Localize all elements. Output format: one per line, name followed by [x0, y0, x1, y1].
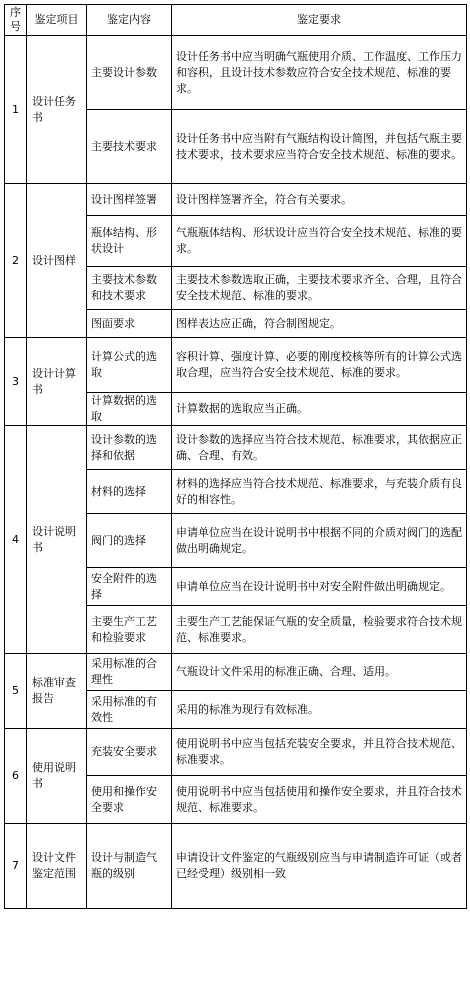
row-number: 2	[5, 184, 27, 338]
appraisal-content: 主要生产工艺和检验要求	[87, 606, 172, 654]
header-requirement: 鉴定要求	[172, 5, 467, 36]
appraisal-requirement: 气瓶瓶体结构、形状设计应当符合安全技术规范、标准的要求。	[172, 216, 467, 267]
header-no: 序号	[5, 5, 27, 36]
appraisal-content: 使用和操作安全要求	[87, 776, 172, 824]
table-row	[5, 184, 467, 216]
appraisal-content: 安全附件的选择	[87, 568, 172, 606]
header-item: 鉴定项目	[27, 5, 87, 36]
appraisal-requirement: 主要生产工艺能保证气瓶的安全质量，检验要求符合技术规范、标准要求。	[172, 606, 467, 654]
appraisal-content: 阀门的选择	[87, 514, 172, 568]
appraisal-content: 计算公式的选取	[87, 338, 172, 393]
table-row	[5, 338, 467, 393]
appraisal-requirement: 设计任务书中应当附有气瓶结构设计简图，并包括气瓶主要技术要求，技术要求应当符合安全技术规范、标准的要求。	[172, 110, 467, 184]
appraisal-item: 设计说明书	[27, 426, 87, 654]
appraisal-item: 使用说明书	[27, 729, 87, 824]
appraisal-content: 主要设计参数	[87, 36, 172, 110]
row-number: 7	[5, 824, 27, 909]
appraisal-requirement: 申请单位应当在设计说明书中对安全附件做出明确规定。	[172, 568, 467, 606]
row-number: 3	[5, 338, 27, 426]
table-header-row	[5, 5, 467, 36]
table-row	[5, 824, 467, 909]
table-row	[5, 36, 467, 110]
appraisal-requirement: 图样表达应正确，符合制图规定。	[172, 310, 467, 338]
appraisal-content: 设计与制造气瓶的级别	[87, 824, 172, 909]
appraisal-table-page	[4, 4, 466, 909]
appraisal-requirement: 申请单位应当在设计说明书中根据不同的介质对阀门的选配做出明确规定。	[172, 514, 467, 568]
appraisal-item: 标准审查报告	[27, 654, 87, 729]
appraisal-requirement: 主要技术参数选取正确，主要技术要求齐全、合理，且符合安全技术规范、标准的要求。	[172, 267, 467, 310]
appraisal-requirement: 计算数据的选取应当正确。	[172, 393, 467, 426]
appraisal-requirement: 设计图样签署齐全，符合有关要求。	[172, 184, 467, 216]
appraisal-requirement: 申请设计文件鉴定的气瓶级别应当与申请制造许可证（或者已经受理）级别相一致	[172, 824, 467, 909]
appraisal-item: 设计计算书	[27, 338, 87, 426]
table-row	[5, 729, 467, 776]
appraisal-content: 采用标准的合理性	[87, 654, 172, 691]
table-row	[5, 426, 467, 470]
appraisal-content: 采用标准的有效性	[87, 691, 172, 729]
table-body	[5, 36, 467, 909]
appraisal-requirement: 材料的选择应当符合技术规范、标准要求，与充装介质有良好的相容性。	[172, 470, 467, 514]
appraisal-content: 主要技术要求	[87, 110, 172, 184]
appraisal-requirement: 采用的标准为现行有效标准。	[172, 691, 467, 729]
row-number: 6	[5, 729, 27, 824]
appraisal-content: 计算数据的选取	[87, 393, 172, 426]
appraisal-requirement: 设计参数的选择应当符合技术规范、标准要求，其依据应正确、合理、有效。	[172, 426, 467, 470]
appraisal-requirement: 使用说明书中应当包括使用和操作安全要求，并且符合技术规范、标准要求。	[172, 776, 467, 824]
appraisal-content: 设计图样签署	[87, 184, 172, 216]
appraisal-requirement: 使用说明书中应当包括充装安全要求，并且符合技术规范、标准要求。	[172, 729, 467, 776]
appraisal-requirement: 容积计算、强度计算、必要的刚度校核等所有的计算公式选取合理，应当符合安全技术规范、标准的要求。	[172, 338, 467, 393]
appraisal-item: 设计图样	[27, 184, 87, 338]
appraisal-content: 瓶体结构、形状设计	[87, 216, 172, 267]
row-number: 1	[5, 36, 27, 184]
appraisal-content: 充装安全要求	[87, 729, 172, 776]
appraisal-content: 图面要求	[87, 310, 172, 338]
row-number: 4	[5, 426, 27, 654]
appraisal-table	[4, 4, 467, 909]
appraisal-item: 设计任务书	[27, 36, 87, 184]
table-row	[5, 654, 467, 691]
appraisal-content: 材料的选择	[87, 470, 172, 514]
appraisal-requirement: 设计任务书中应当明确气瓶使用介质、工作温度、工作压力和容积，且设计技术参数应符合安全技术规范、标准的要求。	[172, 36, 467, 110]
appraisal-content: 设计参数的选择和依据	[87, 426, 172, 470]
row-number: 5	[5, 654, 27, 729]
appraisal-item: 设计文件鉴定范围	[27, 824, 87, 909]
appraisal-content: 主要技术参数和技术要求	[87, 267, 172, 310]
appraisal-requirement: 气瓶设计文件采用的标准正确、合理、适用。	[172, 654, 467, 691]
header-content: 鉴定内容	[87, 5, 172, 36]
